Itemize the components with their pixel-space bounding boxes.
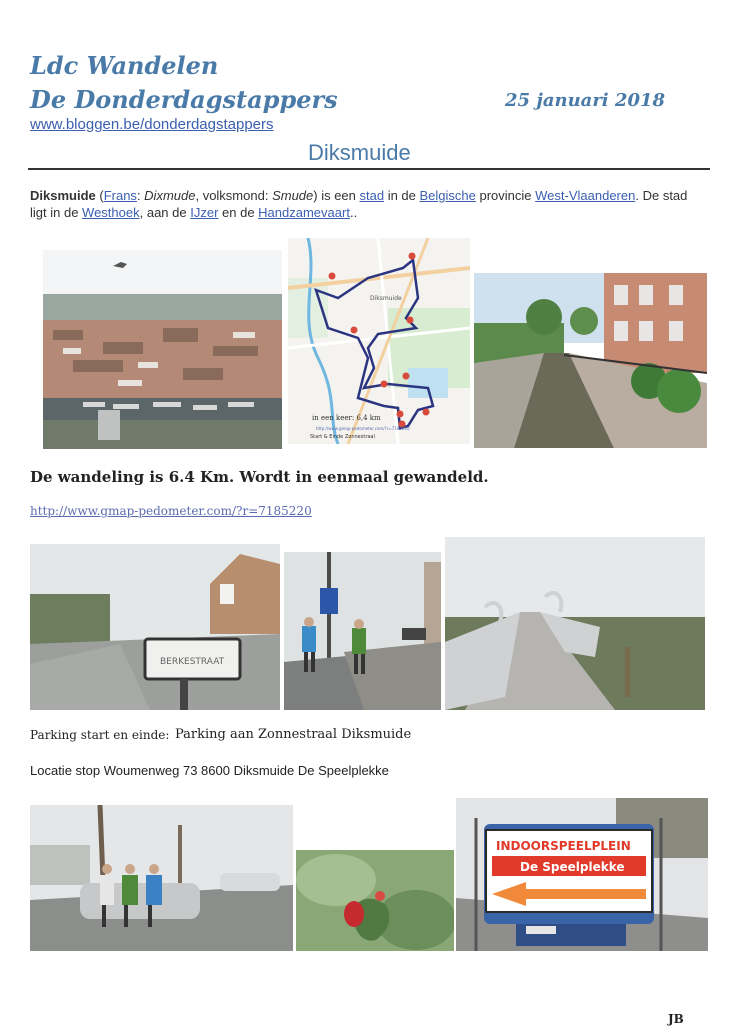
intro-text: ..: [349, 205, 358, 220]
link-frans[interactable]: Frans: [103, 188, 137, 203]
intro-text: in de: [384, 188, 420, 203]
map-caption: Start & Einde Zonnestraal: [310, 434, 375, 440]
walkers-street-photo: [284, 552, 441, 710]
intro-text: ) is een: [313, 188, 360, 203]
intro-name-local: Smude: [272, 188, 314, 203]
path-sign-photo: [30, 544, 280, 710]
parking-line: [30, 727, 412, 742]
banner-line2: De Speelplekke: [520, 860, 625, 874]
intro-text: , volksmond:: [195, 188, 273, 203]
stop-location: Locatie stop Woumenweg 73 8600 Diksmuide De Speelplekke: [30, 763, 389, 778]
intro-text: provincie: [475, 188, 536, 203]
org-title-line1: Ldc Wandelen: [30, 51, 219, 80]
route-map: [288, 238, 470, 444]
walk-date: 25 januari 2018: [505, 90, 666, 111]
aerial-city-photo: [43, 250, 282, 449]
canal-photo: [474, 273, 707, 448]
parking-label: Parking start en einde:: [30, 728, 170, 742]
link-stad[interactable]: stad: [359, 188, 385, 203]
street-sign-text: BERKESTRAAT: [160, 657, 225, 667]
link-ijzer[interactable]: IJzer: [190, 205, 219, 220]
walk-heading: De wandeling is 6.4 Km. Wordt in eenmaal gewandeld.: [30, 468, 489, 486]
map-distance-label: in een keer: 6,4 km: [312, 414, 381, 422]
intro-text: . De stad ligt in de: [30, 188, 688, 220]
intro-text: , aan de: [139, 205, 191, 220]
intro-text: en de: [218, 205, 259, 220]
footbridge-photo: [445, 537, 705, 710]
rose-photo: [296, 850, 454, 951]
intro-town-name: Diksmuide: [30, 188, 96, 203]
map-url-label: http://www.gmap-pedometer.com/?r=7185220: [316, 426, 410, 431]
link-belgische[interactable]: Belgische: [419, 188, 476, 203]
header-divider: [28, 168, 710, 170]
intro-name-fr: Dixmude: [144, 188, 196, 203]
blog-link[interactable]: www.bloggen.be/donderdagstappers: [30, 116, 274, 133]
place-title: Diksmuide: [308, 140, 411, 165]
link-handzamevaart[interactable]: Handzamevaart: [258, 205, 350, 220]
group-photo: [30, 805, 293, 951]
link-west-vlaanderen[interactable]: West-Vlaanderen: [535, 188, 636, 203]
intro-paragraph: Diksmuide (Frans: Dixmude, volksmond: Smude) is een stad in de Belgische provincie West-Vlaanderen. De stad ligt in de Westhoek, aan de IJzer en de Handzamevaart..: [30, 188, 688, 220]
speelplekke-banner-photo: [456, 798, 708, 951]
parking-value: Parking aan Zonnestraal Diksmuide: [175, 727, 412, 742]
banner-line1: INDOORSPEELPLEIN: [496, 839, 631, 853]
pedometer-link[interactable]: http://www.gmap-pedometer.com/?r=7185220: [30, 504, 312, 518]
link-westhoek[interactable]: Westhoek: [82, 205, 140, 220]
map-town-label: Diksmuide: [370, 295, 402, 302]
author-initials: JB: [668, 1012, 684, 1026]
org-title-line2: De Donderdagstappers: [30, 85, 338, 114]
